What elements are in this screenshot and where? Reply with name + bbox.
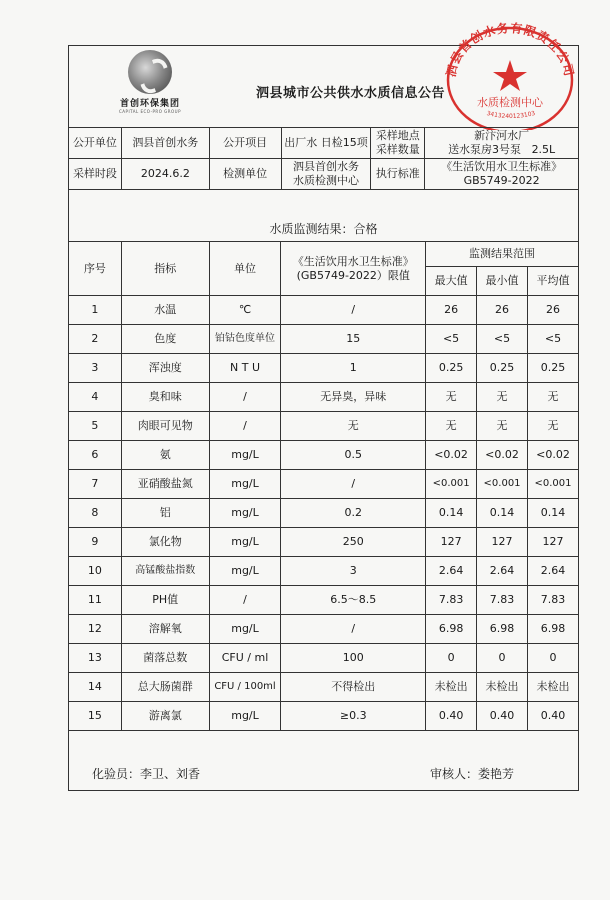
- logo-subtitle: CAPITAL ECO-PRO GROUP: [119, 109, 181, 114]
- row-avg: 6.98: [528, 615, 579, 644]
- location-label-line: 采样地点: [375, 129, 420, 143]
- row-max: 无: [426, 412, 477, 441]
- row-limit: 无异臭，异味: [281, 383, 426, 412]
- row-min: 0.14: [477, 499, 528, 528]
- row-no: 7: [69, 470, 122, 499]
- location-value-line-2: [425, 143, 578, 157]
- logo-icon: [128, 50, 172, 94]
- header-limit: [281, 242, 426, 296]
- table-header-row: [69, 242, 579, 267]
- row-min: 未检出: [477, 673, 528, 702]
- row-max: <0.001: [426, 470, 477, 499]
- row-avg: 0.25: [528, 354, 579, 383]
- row-indicator: 氨: [121, 441, 209, 470]
- row-min: <5: [477, 325, 528, 354]
- row-no: 2: [69, 325, 122, 354]
- table-row: [69, 615, 579, 644]
- header-avg: 平均值: [528, 267, 579, 296]
- row-min: 26: [477, 296, 528, 325]
- table-row: [69, 673, 579, 702]
- row-indicator: 铝: [121, 499, 209, 528]
- row-avg: 7.83: [528, 586, 579, 615]
- row-avg: 未检出: [528, 673, 579, 702]
- row-max: <0.02: [426, 441, 477, 470]
- table-row: [69, 412, 579, 441]
- row-no: 10: [69, 557, 122, 586]
- row-unit: 铂钴色度单位: [209, 325, 281, 354]
- row-min: <0.001: [477, 470, 528, 499]
- row-avg: <0.001: [528, 470, 579, 499]
- header-min: 最小值: [477, 267, 528, 296]
- header-unit: 单位: [209, 242, 281, 296]
- row-min: 0: [477, 644, 528, 673]
- row-unit: /: [209, 586, 281, 615]
- row-unit: /: [209, 412, 281, 441]
- row-no: 6: [69, 441, 122, 470]
- table-row: [69, 586, 579, 615]
- location-label: [371, 128, 425, 159]
- row-no: 5: [69, 412, 122, 441]
- row-indicator: 菌落总数: [121, 644, 209, 673]
- row-limit: 6.5～8.5: [281, 586, 426, 615]
- row-indicator: 溶解氧: [121, 615, 209, 644]
- standard-line: GB5749-2022: [463, 174, 540, 187]
- table-row: [69, 470, 579, 499]
- row-unit: mg/L: [209, 470, 281, 499]
- info-row: [69, 128, 579, 159]
- row-no: 9: [69, 528, 122, 557]
- row-limit: ≥0.3: [281, 702, 426, 731]
- row-max: 0.40: [426, 702, 477, 731]
- row-limit: 0.5: [281, 441, 426, 470]
- seal-center-text: 水质检测中心: [477, 96, 543, 109]
- row-indicator: 水温: [121, 296, 209, 325]
- row-no: 3: [69, 354, 122, 383]
- row-indicator: PH值: [121, 586, 209, 615]
- row-max: 2.64: [426, 557, 477, 586]
- row-unit: N T U: [209, 354, 281, 383]
- row-limit: /: [281, 470, 426, 499]
- table-row: [69, 644, 579, 673]
- row-max: 无: [426, 383, 477, 412]
- table-row: [69, 557, 579, 586]
- row-limit: 250: [281, 528, 426, 557]
- test-unit-value: [281, 159, 371, 190]
- row-avg: 无: [528, 412, 579, 441]
- row-unit: CFU / ml: [209, 644, 281, 673]
- table-row: [69, 528, 579, 557]
- table-row: [69, 702, 579, 731]
- tester-signature: 化验员：李卫、刘香: [92, 767, 201, 781]
- row-indicator: 氯化物: [121, 528, 209, 557]
- item-value: 出厂水 日检15项: [281, 128, 371, 159]
- row-indicator: 肉眼可见物: [121, 412, 209, 441]
- row-min: <0.02: [477, 441, 528, 470]
- test-unit-line: 水质检测中心: [292, 174, 359, 187]
- row-avg: 0: [528, 644, 579, 673]
- reviewer-signature: 审核人：娄艳芳: [430, 767, 515, 781]
- row-no: 4: [69, 383, 122, 412]
- table-row: [69, 325, 579, 354]
- row-avg: <0.02: [528, 441, 579, 470]
- seal-number: 3413240123103: [485, 109, 536, 121]
- table-row: [69, 499, 579, 528]
- row-max: 7.83: [426, 586, 477, 615]
- publisher-value: 泗县首创水务: [121, 128, 209, 159]
- row-unit: CFU / 100ml: [209, 673, 281, 702]
- row-indicator: 高锰酸盐指数: [121, 557, 209, 586]
- row-max: 0.25: [426, 354, 477, 383]
- logo-name: 首创环保集团: [119, 99, 180, 109]
- header-max: 最大值: [426, 267, 477, 296]
- header-range: 监测结果范围: [426, 242, 579, 267]
- header-indicator: 指标: [121, 242, 209, 296]
- results-table: [68, 241, 579, 731]
- row-avg: <5: [528, 325, 579, 354]
- row-unit: mg/L: [209, 557, 281, 586]
- row-limit: 无: [281, 412, 426, 441]
- row-unit: mg/L: [209, 528, 281, 557]
- test-unit-line: 泗县首创水务: [292, 160, 359, 174]
- item-label: 公开项目: [209, 128, 281, 159]
- row-max: 127: [426, 528, 477, 557]
- row-unit: mg/L: [209, 615, 281, 644]
- quantity-label-line: 采样数量: [375, 143, 420, 156]
- row-indicator: 浑浊度: [121, 354, 209, 383]
- location-value-line: 新汴河水厂: [474, 129, 530, 143]
- row-no: 1: [69, 296, 122, 325]
- table-row: [69, 441, 579, 470]
- row-max: 0: [426, 644, 477, 673]
- row-indicator: 游离氯: [121, 702, 209, 731]
- result-title: 水质监测结果：合格: [269, 222, 378, 236]
- row-unit: ℃: [209, 296, 281, 325]
- header-limit-line: (GB5749-2022）限值: [296, 268, 410, 282]
- info-row: [69, 159, 579, 190]
- row-unit: mg/L: [209, 499, 281, 528]
- company-logo: [110, 50, 190, 114]
- row-min: 7.83: [477, 586, 528, 615]
- row-limit: 15: [281, 325, 426, 354]
- header-limit-line: 《生活饮用水卫生标准》: [292, 254, 414, 268]
- row-unit: /: [209, 383, 281, 412]
- row-no: 14: [69, 673, 122, 702]
- row-unit: mg/L: [209, 702, 281, 731]
- table-row: [69, 354, 579, 383]
- row-min: 0.40: [477, 702, 528, 731]
- row-limit: /: [281, 615, 426, 644]
- seal-ring-text: 泗县首创水务有限责任公司: [443, 21, 577, 79]
- test-unit-label: 检测单位: [209, 159, 281, 190]
- row-max: 未检出: [426, 673, 477, 702]
- row-no: 11: [69, 586, 122, 615]
- row-no: 13: [69, 644, 122, 673]
- row-max: <5: [426, 325, 477, 354]
- row-min: 无: [477, 383, 528, 412]
- row-min: 127: [477, 528, 528, 557]
- row-indicator: 色度: [121, 325, 209, 354]
- pump-value: 送水泵房3号泵: [448, 143, 522, 156]
- row-avg: 0.40: [528, 702, 579, 731]
- row-limit: 3: [281, 557, 426, 586]
- row-avg: 无: [528, 383, 579, 412]
- table-row: [69, 296, 579, 325]
- row-indicator: 亚硝酸盐氮: [121, 470, 209, 499]
- row-max: 0.14: [426, 499, 477, 528]
- row-avg: 26: [528, 296, 579, 325]
- time-value: 2024.6.2: [121, 159, 209, 190]
- row-no: 12: [69, 615, 122, 644]
- row-limit: /: [281, 296, 426, 325]
- quantity-value: 2.5L: [531, 143, 556, 156]
- row-limit: 0.2: [281, 499, 426, 528]
- row-min: 2.64: [477, 557, 528, 586]
- row-min: 0.25: [477, 354, 528, 383]
- time-label: 采样时段: [69, 159, 122, 190]
- row-unit: mg/L: [209, 441, 281, 470]
- standard-line: 《生活饮用水卫生标准》: [441, 160, 563, 174]
- row-min: 无: [477, 412, 528, 441]
- row-limit: 不得检出: [281, 673, 426, 702]
- row-limit: 100: [281, 644, 426, 673]
- info-table: [68, 127, 579, 190]
- row-no: 8: [69, 499, 122, 528]
- header-no: 序号: [69, 242, 122, 296]
- row-min: 6.98: [477, 615, 528, 644]
- row-limit: 1: [281, 354, 426, 383]
- publisher-label: 公开单位: [69, 128, 122, 159]
- standard-label: 执行标准: [371, 159, 425, 190]
- row-indicator: 总大肠菌群: [121, 673, 209, 702]
- standard-value: [425, 159, 579, 190]
- svg-text:3413240123103: [486, 110, 536, 120]
- row-max: 6.98: [426, 615, 477, 644]
- official-seal-icon: [440, 18, 580, 130]
- row-avg: 2.64: [528, 557, 579, 586]
- row-no: 15: [69, 702, 122, 731]
- row-avg: 127: [528, 528, 579, 557]
- location-value: [425, 128, 579, 159]
- row-max: 26: [426, 296, 477, 325]
- row-avg: 0.14: [528, 499, 579, 528]
- document-title: 泗县城市公共供水水质信息公告: [256, 86, 446, 101]
- table-row: [69, 383, 579, 412]
- row-indicator: 臭和味: [121, 383, 209, 412]
